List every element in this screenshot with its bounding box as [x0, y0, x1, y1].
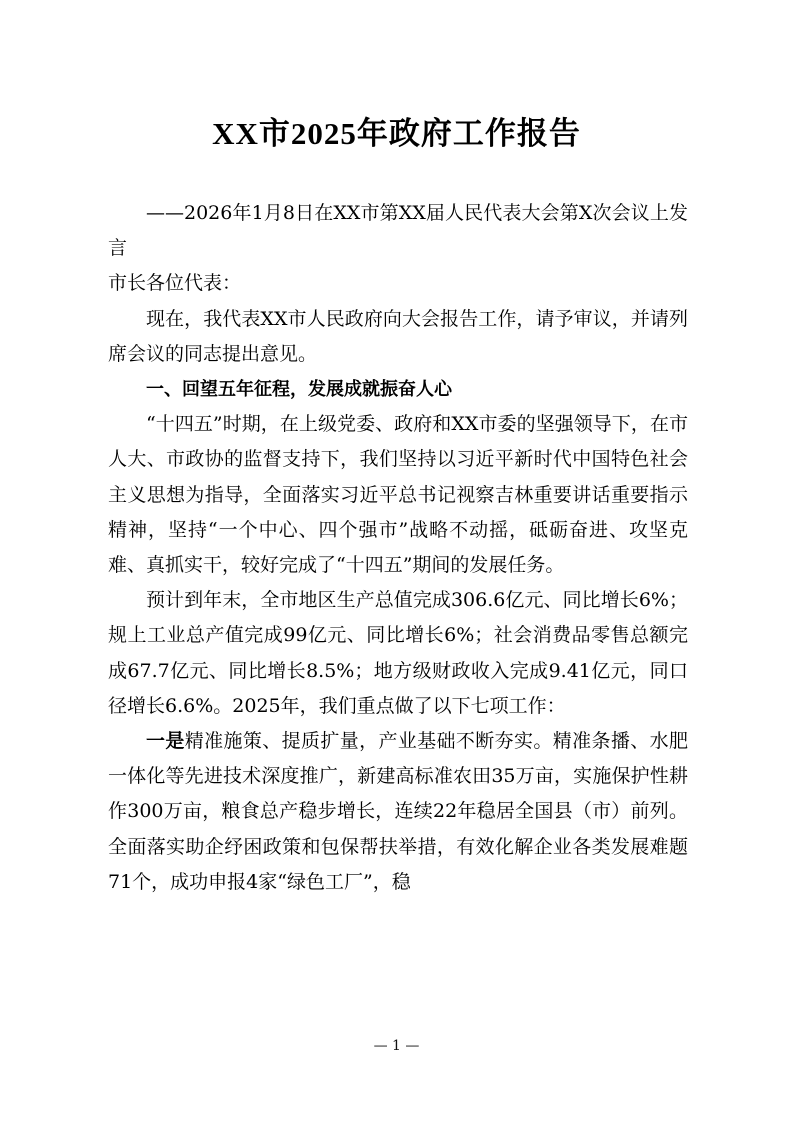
salutation: 市长各位代表： [108, 272, 242, 295]
intro-paragraph: 现在，我代表XX市人民政府向大会报告工作，请予审议，并请列席会议的同志提出意见。 [108, 307, 688, 365]
paragraph-lead: 一是 [146, 730, 185, 753]
document-body [108, 196, 688, 900]
body-paragraph-3 [108, 724, 688, 900]
document-subtitle: ——2026年1月8日在XX市第XX届人民代表大会第X次会议上发言 [108, 202, 688, 260]
body-paragraph-2: 预计到年末，全市地区生产总值完成306.6亿元、同比增长6%；规上工业总产值完成99亿元、同比增长6%；社会消费品零售总额完成67.7亿元、同比增长8.5%；地方级财政收入完成9.41亿元，同口径增长6.6%。2025年，我们重点做了以下七项工作： [108, 589, 688, 717]
body-paragraph-1: “十四五”时期，在上级党委、政府和XX市委的坚强领导下，在市人大、市政协的监督支持下，我们坚持以习近平新时代中国特色社会主义思想为指导，全面落实习近平总书记视察吉林重要讲话重要指示精神，坚持“一个中心、四个强市”战略不动摇，砥砺奋进、攻坚克难、真抓实干，较好完成了“十四五”期间的发展任务。 [108, 413, 688, 577]
paragraph-3-text: 精准施策、提质扩量，产业基础不断夯实。精准条播、水肥一体化等先进技术深度推广，新建高标准农田35万亩，实施保护性耕作300万亩，粮食总产稳步增长，连续22年稳居全国县（市）前列。全面落实助企纾困政策和包保帮扶举措，有效化解企业各类发展难题71个，成功申报4家“绿色工厂”，稳 [108, 730, 688, 893]
page-number: — 1 — [373, 1038, 420, 1054]
document-title: XX市2025年政府工作报告 [212, 116, 581, 151]
section-heading-1: 一、回望五年征程，发展成就振奋人心 [146, 379, 452, 401]
